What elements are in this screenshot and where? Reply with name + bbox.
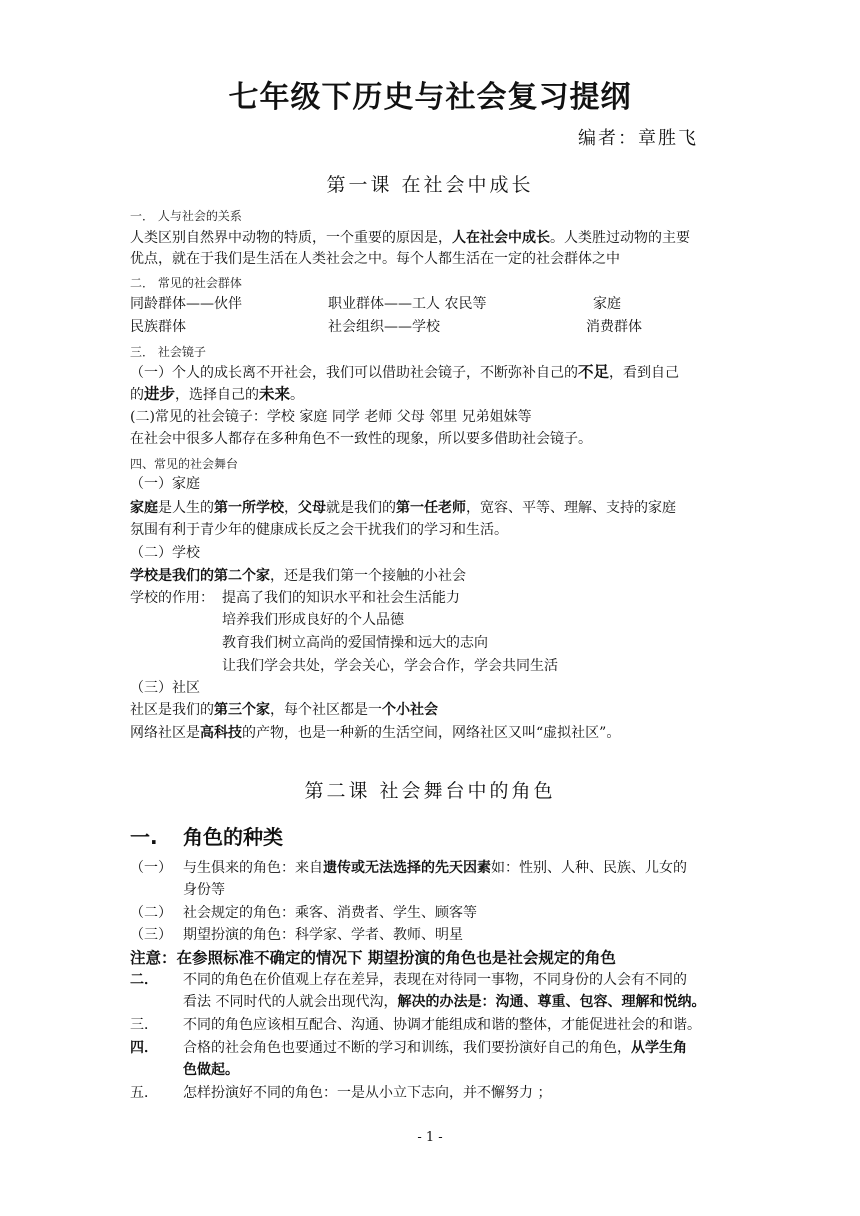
school-role-item: 培养我们形成良好的个人品德 [222, 612, 404, 628]
text-run: 如：性别、人种、民族、儿女的 [491, 860, 687, 876]
group-item: 民族群体 [130, 319, 186, 335]
family-paragraph-line-1 [130, 497, 676, 519]
family-paragraph-line-2: 氛围有利于青少年的健康成长反之会干扰我们的学习和生活。 [130, 522, 508, 538]
bold-text: 第一任老师 [396, 500, 466, 516]
lesson-1-title: 第一课 在社会中成长 [326, 174, 534, 196]
text-run: ，还是我们第一个接触的小社会 [270, 568, 466, 584]
group-item: 职业群体——工人 农民等 [328, 296, 487, 312]
group-item: 家庭 [593, 296, 621, 312]
text-run: 看法 不同时代的人就会出现代沟， [183, 994, 398, 1010]
text-run: 就是我们的 [326, 500, 396, 516]
text-run: ，选择自己的 [175, 387, 260, 403]
text-run: 的产物，也是一种新的生活空间，网络社区又叫“虚拟社区”。 [242, 725, 621, 741]
bold-text: 个小社会 [382, 702, 438, 718]
section-4-heading: 四、常见的社会舞台 [130, 457, 239, 471]
text-run: ，宽容、平等、理解、支持的家庭 [466, 500, 676, 516]
text-run: ，每个社区都是一 [270, 702, 382, 718]
paragraph-number: 三． [130, 1017, 158, 1033]
section-3-paragraph-line-2 [130, 383, 304, 406]
text-run: 合格的社会角色也要通过不断的学习和训练，我们要扮演好自己的角色， [183, 1040, 631, 1056]
bold-text: 未来 [259, 384, 291, 403]
text-run: 的 [130, 387, 144, 403]
section-3-paragraph-line-1 [130, 361, 679, 384]
section-2-heading: 二． 常见的社会群体 [130, 276, 242, 290]
bold-text: 进步 [144, 384, 176, 403]
bold-text: 第一所学校 [214, 500, 284, 516]
community-paragraph-line-1 [130, 699, 438, 721]
paragraph-line: 不同的角色应该相互配合、沟通、协调才能组成和谐的整体，才能促进社会的和谐。 [183, 1017, 701, 1033]
bold-text: 家庭 [130, 500, 158, 516]
text-run: ， [284, 500, 298, 516]
school-role-label: 学校的作用： [130, 590, 214, 606]
author-line: 编者：章胜飞 [578, 128, 698, 149]
text-run: 网络社区是 [130, 725, 200, 741]
subsection-family-heading: （一）家庭 [130, 476, 200, 492]
bold-text: 第三个家 [214, 702, 270, 718]
bold-text: 学校是我们的第二个家 [130, 568, 270, 584]
group-item: 社会组织——学校 [328, 319, 440, 335]
bold-text: 人在社会中成长 [452, 230, 550, 246]
section-3-paragraph-line-3: (二)常见的社会镜子：学校 家庭 同学 老师 父母 邻里 兄弟姐妹等 [130, 409, 532, 425]
section-1-heading: 一． 人与社会的关系 [130, 209, 242, 223]
paragraph-line: 色做起。 [183, 1062, 239, 1078]
bold-text: 解决的办法是：沟通、尊重、包容、理解和悦纳。 [397, 994, 706, 1010]
text-run: 。 [290, 387, 305, 403]
page-number: - 1 - [417, 1130, 443, 1145]
bold-text: 遗传或无法选择的先天因素 [323, 860, 491, 876]
subsection-community-heading: （三）社区 [130, 680, 200, 696]
list-item-line [183, 857, 687, 879]
bold-text: 不足 [578, 362, 610, 381]
bold-text: 高科技 [200, 725, 242, 741]
section-3-heading: 三． 社会镜子 [130, 345, 206, 359]
school-role-item: 教育我们树立高尚的爱国情操和远大的志向 [222, 635, 488, 651]
list-item-line: 身份等 [183, 882, 225, 898]
heading-role-types: 角色的种类 [183, 825, 283, 849]
paragraph-number: 五． [130, 1085, 158, 1101]
list-item-number: （一） [130, 860, 172, 876]
group-item: 消费群体 [586, 319, 642, 335]
text-run: 是人生的 [158, 500, 214, 516]
list-item-line: 社会规定的角色：乘客、消费者、学生、顾客等 [183, 905, 477, 921]
note-line: 注意：在参照标准不确定的情况下 期望扮演的角色也是社会规定的角色 [130, 948, 616, 967]
list-item-line: 期望扮演的角色：科学家、学者、教师、明星 [183, 927, 463, 943]
paragraph-number: 四． [130, 1040, 158, 1056]
section-1-paragraph-line-1 [130, 227, 690, 249]
bold-text: 父母 [298, 500, 326, 516]
text-run: 。人类胜过动物的主要 [550, 230, 690, 246]
text-run: （一）个人的成长离不开社会，我们可以借助社会镜子，不断弥补自己的 [130, 365, 578, 381]
section-1-paragraph-line-2: 优点，就在于我们是生活在人类社会之中。每个人都生活在一定的社会群体之中 [130, 251, 620, 267]
list-item-number: （三） [130, 927, 172, 943]
community-paragraph-line-2 [130, 722, 620, 744]
paragraph-line: 怎样扮演好不同的角色：一是从小立下志向，并不懈努力 ； [183, 1085, 552, 1101]
school-role-item: 让我们学会共处，学会关心，学会合作，学会共同生活 [222, 658, 558, 674]
bold-text: 从学生角 [631, 1040, 687, 1056]
paragraph-number: 二． [130, 972, 158, 988]
section-3-paragraph-line-4: 在社会中很多人都存在多种角色不一致性的现象，所以要多借助社会镜子。 [130, 431, 592, 447]
text-run: ，看到自己 [609, 365, 680, 381]
group-item: 同龄群体——伙伴 [130, 296, 242, 312]
paragraph-line [183, 1037, 687, 1059]
list-item-number: （二） [130, 905, 172, 921]
text-run: 人类区别自然界中动物的特质，一个重要的原因是， [130, 230, 452, 246]
school-role-item: 提高了我们的知识水平和社会生活能力 [222, 590, 460, 606]
school-paragraph-line-1 [130, 565, 466, 587]
text-run: 与生俱来的角色：来自 [183, 860, 323, 876]
subsection-school-heading: （二）学校 [130, 545, 200, 561]
text-run: 社区是我们的 [130, 702, 214, 718]
heading-number: 一. [130, 825, 158, 849]
document-title: 七年级下历史与社会复习提纲 [228, 80, 632, 115]
lesson-2-title: 第二课 社会舞台中的角色 [304, 780, 556, 802]
paragraph-line: 不同的角色在价值观上存在差异，表现在对待同一事物，不同身份的人会有不同的 [183, 972, 687, 988]
paragraph-line [183, 991, 705, 1013]
